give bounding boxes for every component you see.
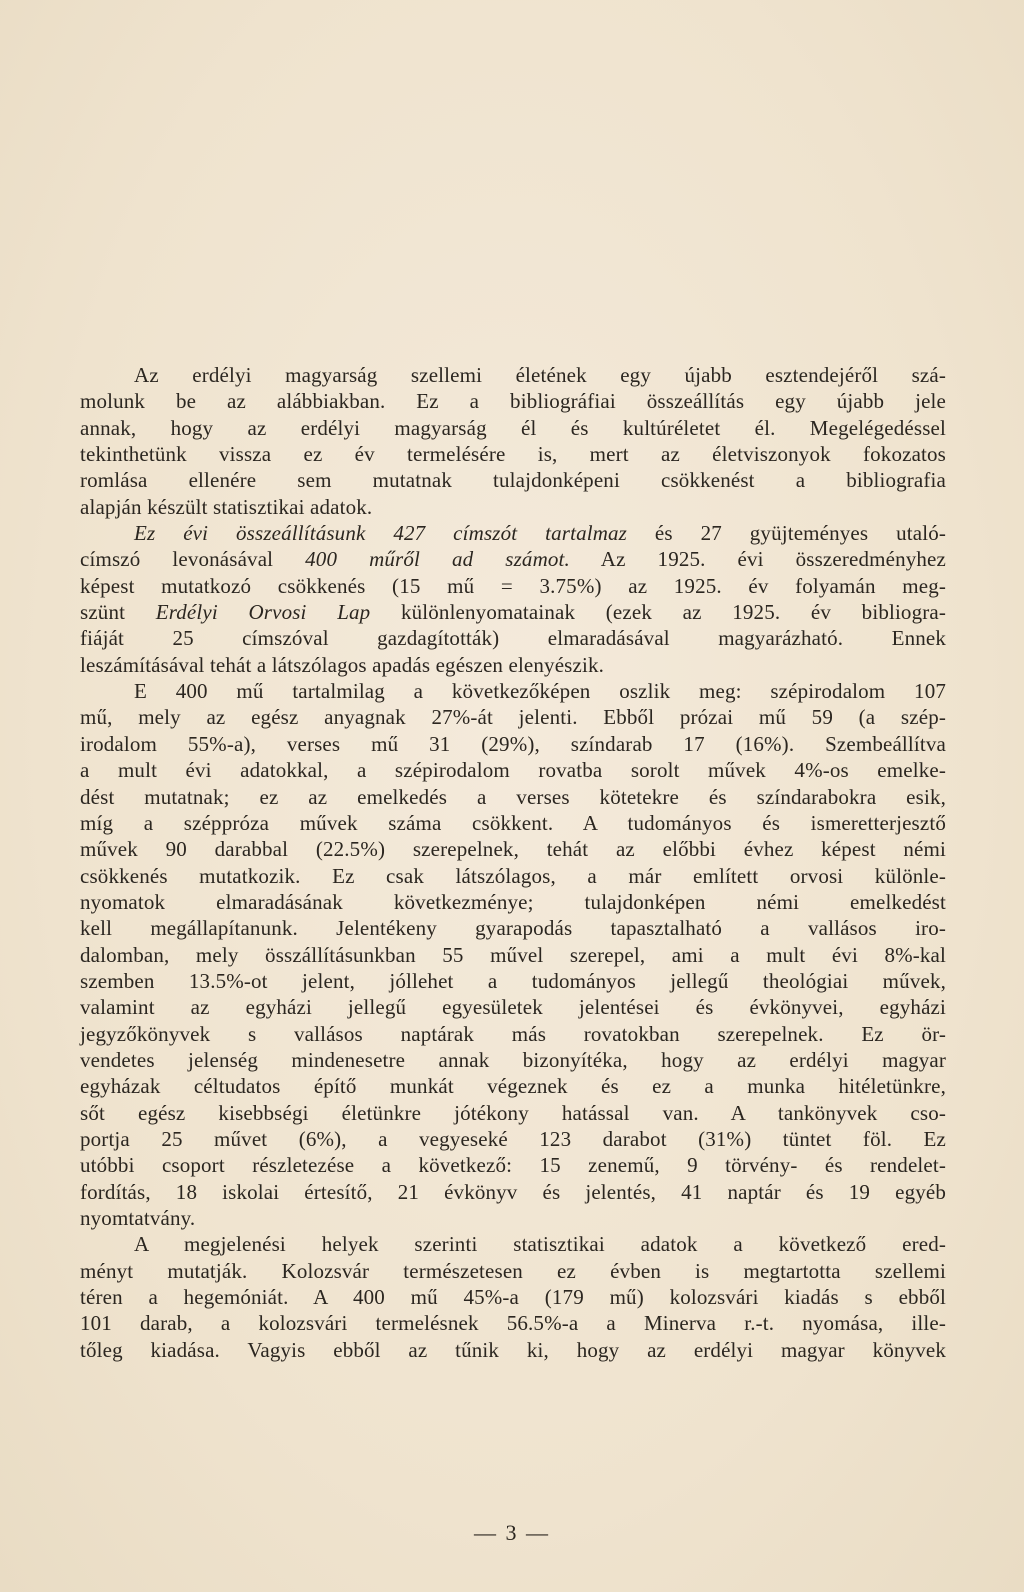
body-text bbox=[80, 362, 946, 1363]
text-line: fiáját 25 címszóval gazdagították) elmaradásával magyarázható. Ennek bbox=[80, 626, 946, 651]
page-number: — 3 — bbox=[474, 1520, 550, 1545]
text-line: irodalom 55%-a), verses mű 31 (29%), színdarab 17 (16%). Szembeállítva bbox=[80, 731, 946, 756]
text-line bbox=[80, 546, 946, 572]
text-line: molunk be az alábbiakban. Ez a bibliográfiai összeállítás egy újabb jele bbox=[80, 389, 946, 414]
text-line: romlása ellenére sem mutatnak tulajdonképeni csökkenést a bibliografia bbox=[80, 468, 946, 493]
text-line: tekinthetünk vissza ez év termelésére is, mert az életviszonyok fokozatos bbox=[80, 442, 946, 467]
paragraph-2 bbox=[80, 520, 946, 678]
text-line: nyomtatvány. bbox=[80, 1206, 196, 1230]
text-line: vendetes jelenség mindenesetre annak bizonyítéka, hogy az erdélyi magyar bbox=[80, 1047, 946, 1072]
text-line: kell megállapítanunk. Jelentékeny gyarapodás tapasztalható a vallásos iro- bbox=[80, 916, 946, 941]
text-line: nyomatok elmaradásának következménye; tulajdonképen némi emelkedést bbox=[80, 889, 946, 914]
text-line: sőt egész kisebbségi életünkre jótékony hatással van. A tankönyvek cso- bbox=[80, 1100, 946, 1125]
text-line: utóbbi csoport részletezése a következő: 15 zenemű, 9 törvény- és rendelet- bbox=[80, 1153, 946, 1178]
text-line: A megjelenési helyek szerinti statisztikai adatok a következő ered- bbox=[134, 1232, 946, 1257]
text-line: leszámításával tehát a látszólagos apadás egészen elenyészik. bbox=[80, 652, 604, 677]
text-line: portja 25 művet (6%), a vegyeseké 123 darabot (31%) tüntet föl. Ez bbox=[80, 1126, 946, 1151]
text-line: ményt mutatják. Kolozsvár természetesen ez évben is megtartotta szellemi bbox=[80, 1258, 946, 1283]
text-line: alapján készült statisztikai adatok. bbox=[80, 494, 373, 519]
text-line bbox=[80, 599, 946, 625]
text-line: E 400 mű tartalmilag a következőképen oszlik meg: szépirodalom 107 bbox=[134, 679, 946, 704]
text-run: szünt bbox=[80, 600, 156, 625]
text-line: mű, mely az egész anyagnak 27%-át jelenti. Ebből prózai mű 59 (a szép- bbox=[80, 705, 946, 730]
text-run: különlenyomatainak (ezek az 1925. év bibliogra- bbox=[370, 600, 946, 625]
text-line: jegyzőkönyvek s vallásos naptárak más rovatokban szerepelnek. Ez ör- bbox=[80, 1021, 946, 1046]
italic-phrase: Erdélyi Orvosi Lap bbox=[155, 600, 371, 625]
text-line: csökkenés mutatkozik. Ez csak látszólagos, a már említett orvosi különle- bbox=[80, 863, 946, 888]
text-line: művek 90 darabbal (22.5%) szerepelnek, tehát az előbbi évhez képest némi bbox=[80, 837, 946, 862]
text-run: címszó levonásával bbox=[80, 547, 306, 572]
text-line: fordítás, 18 iskolai értesítő, 21 évkönyv és jelentés, 41 naptár és 19 egyéb bbox=[80, 1179, 946, 1204]
paragraph-4 bbox=[80, 1231, 946, 1363]
text-line: egyházak céltudatos építő munkát végeznek és ez a munka hitéletünkre, bbox=[80, 1074, 946, 1099]
text-line: szemben 13.5%-ot jelent, jóllehet a tudományos jellegű theológiai művek, bbox=[80, 968, 946, 993]
text-line: dalomban, mely összállításunkban 55 művel szerepel, ami a mult évi 8%-kal bbox=[80, 942, 946, 967]
text-run: és 27 gyüjteményes utaló- bbox=[627, 521, 947, 546]
text-line: valamint az egyházi jellegű egyesületek jelentései és évkönyvei, egyházi bbox=[80, 995, 946, 1020]
italic-phrase: Ez évi összeállításunk 427 címszót tartalmaz bbox=[134, 521, 627, 546]
text-line: tőleg kiadása. Vagyis ebből az tűnik ki, hogy az erdélyi magyar könyvek bbox=[80, 1337, 946, 1362]
paragraph-3 bbox=[80, 678, 946, 1231]
paragraph-1 bbox=[80, 362, 946, 520]
text-run: Az 1925. évi összeredményhez bbox=[569, 547, 946, 572]
text-line: annak, hogy az erdélyi magyarság él és kultúréletet él. Megelégedéssel bbox=[80, 415, 946, 440]
text-line: képest mutatkozó csökkenés (15 mű = 3.75%) az 1925. év folyamán meg- bbox=[80, 573, 946, 598]
text-line: téren a hegemóniát. A 400 mű 45%-a (179 mű) kolozsvári kiadás s ebből bbox=[80, 1285, 946, 1310]
text-line: 101 darab, a kolozsvári termelésnek 56.5%-a a Minerva r.-t. nyomása, ille- bbox=[80, 1311, 946, 1336]
italic-phrase: 400 műről ad számot. bbox=[305, 547, 570, 572]
text-line bbox=[80, 520, 946, 546]
text-line: Az erdélyi magyarság szellemi életének egy újabb esztendejéről szá- bbox=[134, 363, 946, 387]
text-line: dést mutatnak; ez az emelkedés a verses kötetekre és színdarabokra esik, bbox=[80, 784, 946, 809]
text-line: míg a széppróza művek száma csökkent. A tudományos és ismeretterjesztő bbox=[80, 810, 946, 835]
text-line: a mult évi adatokkal, a szépirodalom rovatba sorolt művek 4%-os emelke- bbox=[80, 758, 946, 783]
